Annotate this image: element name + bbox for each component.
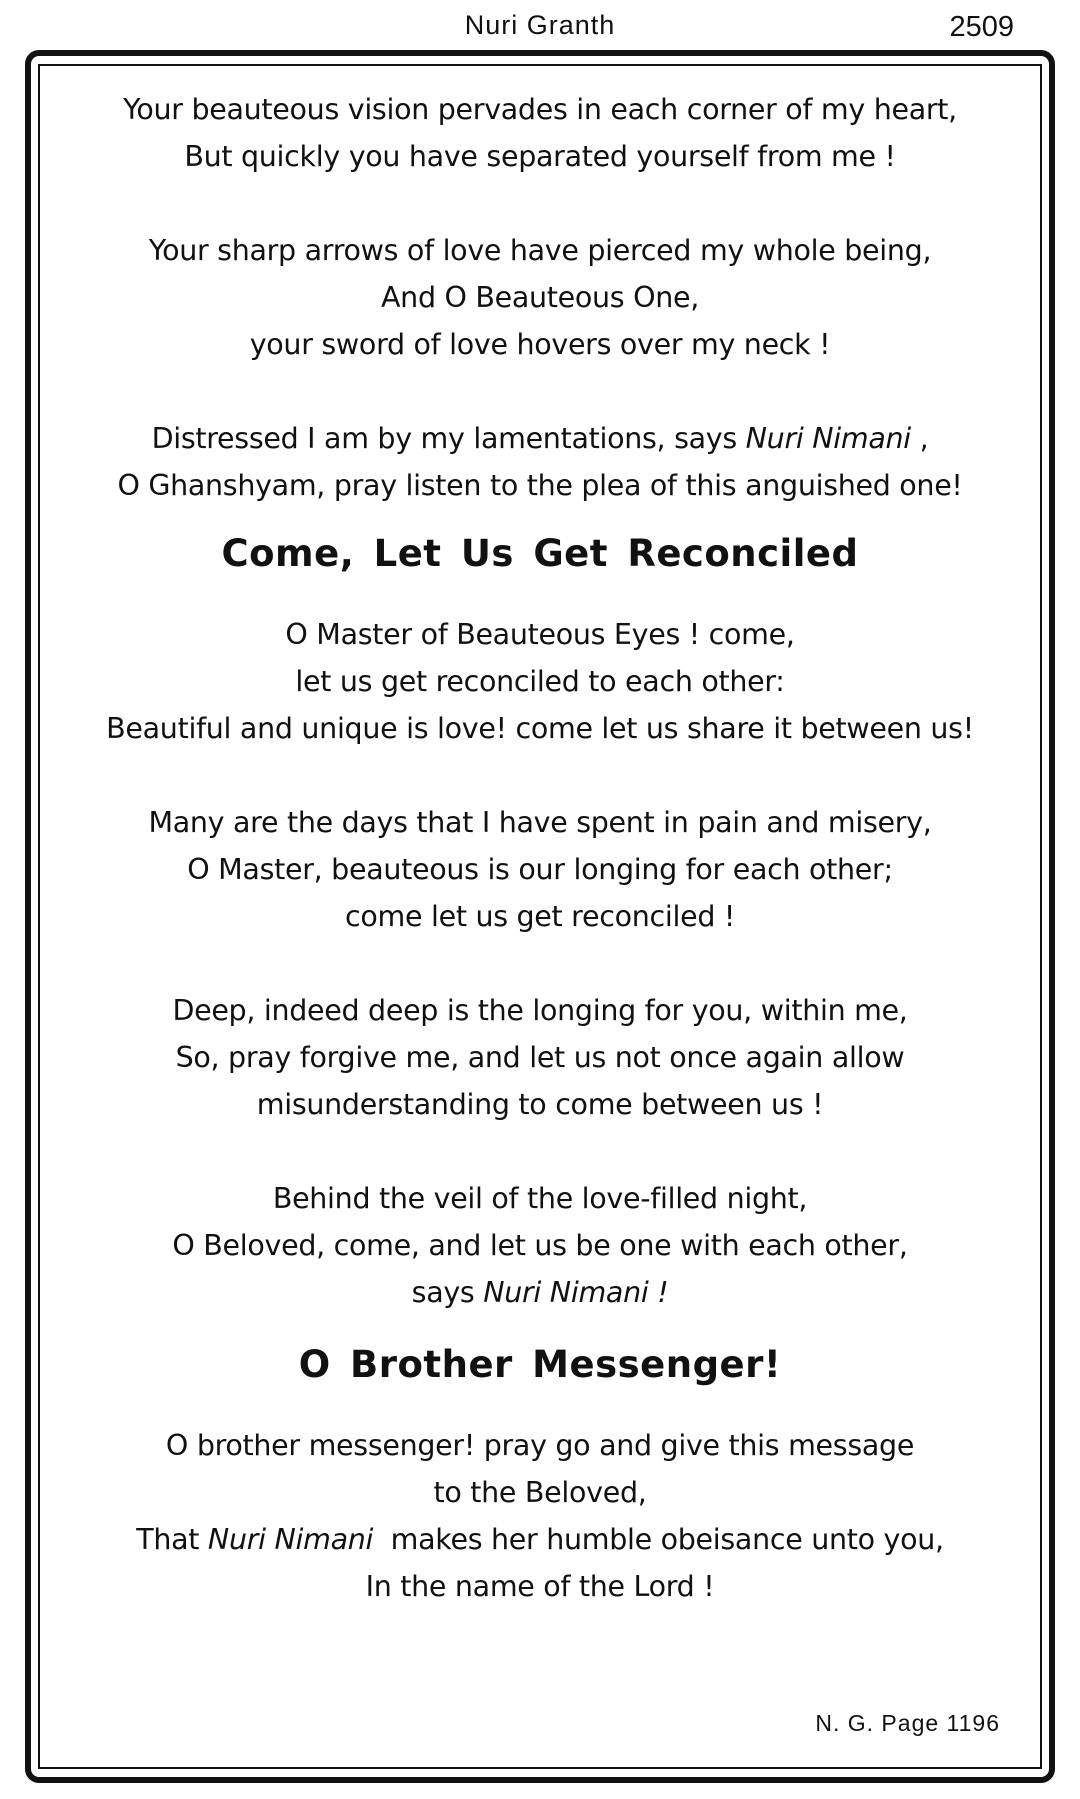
verse-line: And O Beauteous One, xyxy=(380,281,700,314)
verse-text: , xyxy=(910,422,929,455)
verse-text: makes her humble obeisance unto you, xyxy=(373,1523,944,1556)
verse-line xyxy=(40,1269,1040,1316)
poem-messenger xyxy=(40,1422,1040,1610)
verse-line xyxy=(40,1516,1040,1563)
stanza xyxy=(40,86,1040,180)
page-content xyxy=(40,86,1040,1610)
verse-line: misunderstanding to come between us ! xyxy=(256,1088,824,1121)
verse-line: Many are the days that I have spent in pain and misery, xyxy=(148,806,932,839)
running-header xyxy=(0,10,1080,46)
verse-line: Beautiful and unique is love! come let us share it between us! xyxy=(106,712,974,745)
verse-line: let us get reconciled to each other: xyxy=(295,665,785,698)
opening-poem xyxy=(40,86,1040,509)
verse-line xyxy=(40,415,1040,462)
verse-text: says xyxy=(411,1276,484,1309)
verse-line: O brother messenger! pray go and give this message xyxy=(165,1429,915,1462)
verse-line: come let us get reconciled ! xyxy=(345,900,735,933)
poem-reconciled xyxy=(40,611,1040,1316)
stanza xyxy=(40,1422,1040,1610)
poet-name: Nuri Nimani xyxy=(745,422,911,455)
poet-name: Nuri Nimani ! xyxy=(483,1276,669,1309)
verse-text: Distressed I am by my lamentations, says xyxy=(151,422,746,455)
verse-line: In the name of the Lord ! xyxy=(365,1570,715,1603)
verse-line: Deep, indeed deep is the longing for you, within me, xyxy=(172,994,908,1027)
verse-line: So, pray forgive me, and let us not once again allow xyxy=(175,1041,905,1074)
verse-line: But quickly you have separated yourself from me ! xyxy=(184,140,896,173)
verse-line: O Beloved, come, and let us be one with each other, xyxy=(172,1229,908,1262)
verse-text: That xyxy=(136,1523,208,1556)
stanza xyxy=(40,611,1040,752)
page-number: 2509 xyxy=(949,11,1014,43)
verse-line: your sword of love hovers over my neck ! xyxy=(249,328,831,361)
verse-line: O Master of Beauteous Eyes ! come, xyxy=(285,618,795,651)
stanza xyxy=(40,415,1040,509)
poem-title: O Brother Messenger! xyxy=(298,1343,782,1386)
verse-line: Your beauteous vision pervades in each corner of my heart, xyxy=(123,93,957,126)
stanza xyxy=(40,227,1040,368)
verse-line: O Ghanshyam, pray listen to the plea of this anguished one! xyxy=(117,469,963,502)
poet-name: Nuri Nimani xyxy=(207,1523,374,1556)
verse-line: O Master, beauteous is our longing for each other; xyxy=(187,853,893,886)
poem-title: Come, Let Us Get Reconciled xyxy=(221,532,859,575)
verse-line: to the Beloved, xyxy=(433,1476,647,1509)
verse-line: Your sharp arrows of love have pierced my whole being, xyxy=(148,234,932,267)
book-title: Nuri Granth xyxy=(464,10,616,40)
page-reference: N. G. Page 1196 xyxy=(815,1710,1000,1736)
verse-line: Behind the veil of the love-filled night, xyxy=(272,1182,808,1215)
stanza xyxy=(40,1175,1040,1316)
stanza xyxy=(40,799,1040,940)
stanza xyxy=(40,987,1040,1128)
